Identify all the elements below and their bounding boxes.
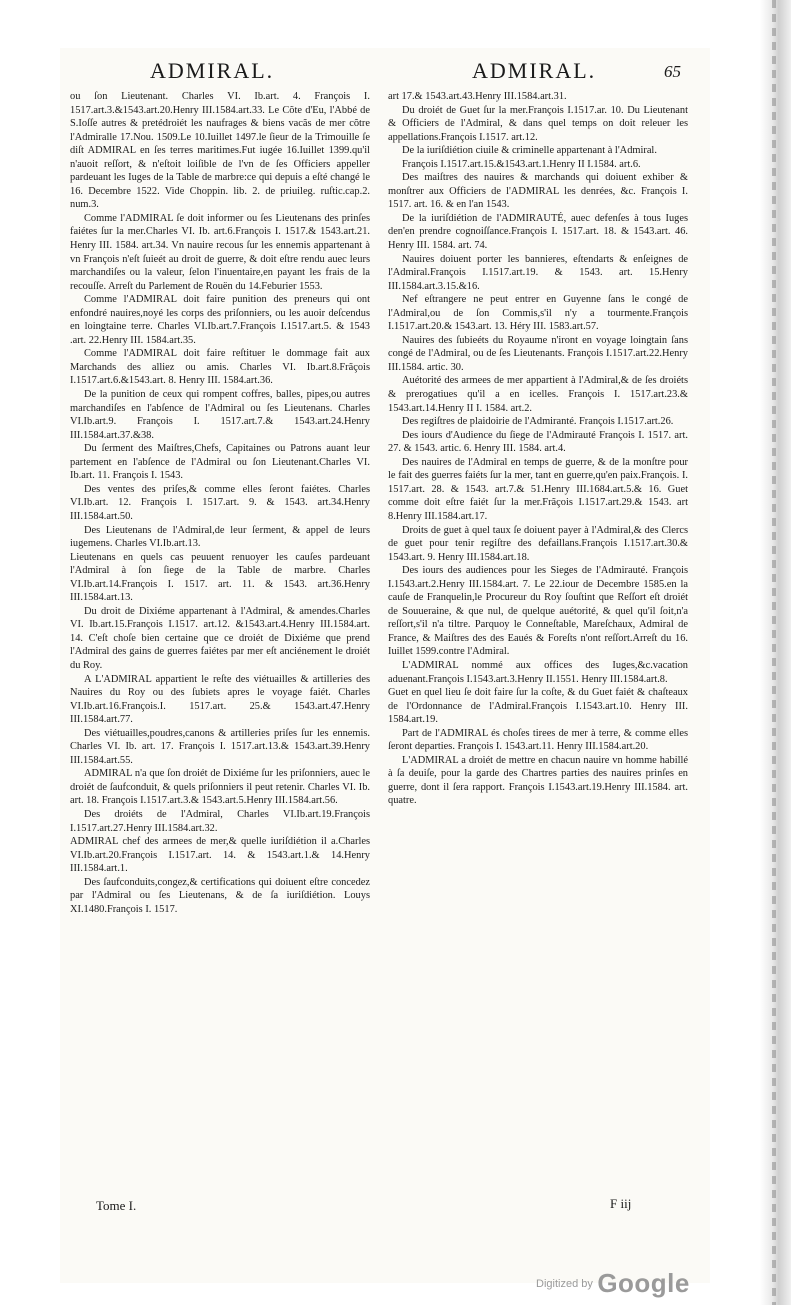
paragraph: Part de l'ADMIRAL és choſes tirees de mer à terre, & comme elles ſeront departies. François I. 1543.art.11. Henry III.1584.art.20. [388, 727, 688, 753]
paragraph: Des ſaufconduits,congez,& certifications qui doiuent eſtre concedez par l'Admiral ou ſes Lieutenans, & de ſa iuriſdiétion. Louys XI.1480.François I. 1517. [70, 876, 370, 915]
paragraph: Droits de guet à quel taux ſe doiuent payer à l'Admiral,& des Clercs de guet pour tenir regiſtre des defaillans.François I.1517.art.30.& 1543.art. 9. Henry III.1584.art.18. [388, 524, 688, 563]
paragraph: Des iours d'Audience du ſiege de l'Admirauté François I. 1517. art. 27. & 1543. artic. 6. Henry III. 1584. art.4. [388, 429, 688, 455]
paragraph: Nauires doiuent porter les bannieres, eſtendarts & enſeignes de l'Admiral.François I.1517.art.19. & 1543. art. 15.Henry III.1584.art.3.15.&16. [388, 253, 688, 292]
paragraph: Du droit de Dixiéme appartenant à l'Admiral, & amendes.Charles VI. Ib.art.15.François I.1517. art.12. &1543.art.4.Henry III.1584.art. 14. C'eſt choſe bien certaine que ce droiét de Dixiéme que prend l'Admiral des gains de guerres faiétes par mer eſt anciénement le droiét du Roy. [70, 605, 370, 671]
paragraph: ADMIRAL n'a que ſon droiét de Dixiéme ſur les priſonniers, auec le droiét de ſaufconduit, & quels priſonniers il peut retenir. Charles VI. Ib. art. 18. François I.1517.art.3.& 1543.art.5.Henry III.1584.art.56. [70, 768, 370, 807]
paragraph: Nef eſtrangere ne peut entrer en Guyenne ſans le congé de l'Admiral,ou de ſon Commis,s'il n'y a tourmente.François I.1517.art.20.& 1543.art. 13. Héry III. 1583.art.57. [388, 294, 688, 333]
paragraph: Du droiét de Guet ſur la mer.François I.1517.ar. 10. Du Lieutenant & Officiers de l'Admiral, & dans quel temps on doit releuer les appellations.François I.1517. art.12. [388, 104, 688, 143]
paragraph: Des iours des audiences pour les Sieges de l'Admirauté. François I.1543.art.2.Henry III.1584.art. 7. Le 22.iour de Decembre 1585.en la cauſe de Franquelin,le Procureur du Roy ſouſtint que Reſſort eſt droiét de Souueraine, & que nul, de quelque auétorité, & quel qu'il ſoit,n'a reſſort,s'il n'a tiltre. Parquoy le Conneſtable, Mareſchaux, Admiral de France, & Maiſtres des des Eaués & Foreſts n'ont reſſort.Arreſt du 16. Iuillet 1599.contre l'Admiral. [388, 565, 688, 658]
paragraph: Comme l'ADMIRAL doit faire reſtituer le dommage fait aux Marchands des alliez ou amis. Charles VI. Ib.art.8.Frãçois I.1517.art.6.&1543.art. 8. Henry III. 1584.art.36. [70, 348, 370, 387]
paragraph: Des ventes des priſes,& comme elles ſeront faiétes. Charles VI.Ib.art. 12. François I. 1517.art. 9. & 1543. art.34.Henry III.1584.art.50. [70, 483, 370, 522]
paragraph: Auétorité des armees de mer appartient à l'Admiral,& de ſes droiéts & prerogatiues qu'il a en icelles. François I. 1517.art.23.& 1543.art.14.Henry II I. 1584. art.2. [388, 375, 688, 414]
binding-shadow [772, 0, 776, 1305]
paragraph: Comme l'ADMIRAL doit faire punition des preneurs qui ont enfondré nauires,noyé les corps des priſonniers, ou les auoir deſcendus en loingtaine terre. Charles VI.Ib.art.7.François I.1517.art.5. & 1543 .art. 22.Henry III. 1584.art.35. [70, 294, 370, 346]
paragraph: De la punition de ceux qui rompent coffres, balles, pipes,ou autres marchandiſes en l'abſence de l'Admiral ou ſes Lieutenans. Charles VI.Ib.art.9. François I. 1517.art.7.& 1543.art.24.Henry III.1584.art.37.&38. [70, 389, 370, 441]
paragraph: L'ADMIRAL a droiét de mettre en chacun nauire vn homme habillé à ſa deuiſe, pour la garde des Chartres parties des nauires prinſes en guerre, dont il ſera rapport. François I.1543.art.19.Henry III.1584. art. quatre. [388, 754, 688, 807]
paragraph: Guet en quel lieu ſe doit faire ſur la coſte, & du Guet faiét & chaſteaux de l'Ordonnance de l'Admiral.François I.1543.art.10. Henry III. 1584.art.19. [388, 687, 688, 726]
paragraph: De la iuriſdiétion ciuile & criminelle appartenant à l'Admiral. [402, 145, 657, 157]
paragraph: Des viétuailles,poudres,canons & artilleries priſes ſur les ennemis. Charles VI. Ib. art. 17. François I. 1517.art.13.& 1543.art.39.Henry III.1584.art.55. [70, 727, 370, 766]
volume-label: Tome I. [96, 1198, 137, 1213]
paragraph: Des regiſtres de plaidoirie de l'Admiranté. François I.1517.art.26. [402, 416, 674, 428]
running-head-right: ADMIRAL. [472, 58, 597, 83]
paragraph: Des Lieutenans de l'Admiral,de leur ſerment, & appel de leurs iugemens. Charles VI.Ib.art.13. [70, 524, 370, 550]
running-head-left: ADMIRAL. [150, 58, 275, 83]
paragraph: Du ſerment des Maiſtres,Chefs, Capitaines ou Patrons auant leur partement en l'abſence de l'Admiral ou ſon Lieutenant.Charles VI. Ib.art. 11. François I. 1543. [70, 443, 370, 482]
paragraph: Des droiéts de l'Admiral, Charles VI.Ib.art.19.François I.1517.art.27.Henry III.1584.art.32. [70, 808, 370, 834]
paragraph: Des nauires de l'Admiral en temps de guerre, & de la monſtre pour le fait des guerres faiéts ſur la mer, tant en guerre,qu'en paix.François. I. 1517.art. 28. & 1543. art.7.& 51.Henry III.1684.art.5.& 16. Guet comme doit eſtre faiét ſur la mer.Frãçois I.1517.art.29.& 1543. art 8.Henry III.1584.art.17. [388, 456, 688, 522]
paragraph: Des maiſtres des nauires & marchands qui doiuent exhiber & monſtrer aux Officiers de l'ADMIRAL les denrées, &c. François I. 1517. art. 16. & en l'an 1543. [388, 172, 688, 211]
paragraph: Comme l'ADMIRAL ſe doit informer ou ſes Lieutenans des prinſes faiétes ſur la mer.Charles VI. Ib. art.6.François I. 1517.& 1543.art.21. Henry III. 1584. art.34. Vn nauire recous ſur les ennemis appartenant à vn François n'eſt ſuieét au droit de guerre, & doit eſtre rendu auec leurs marchandiſes ou la valeur, ſelon l'inuentaire,en payant les frais de la recouſſe. Arreſt du Parlement de Rouën du 14.Feburier 1553. [70, 212, 370, 292]
page-number: 65 [664, 62, 681, 81]
google-logo: Google [597, 1268, 690, 1298]
paragraph: Nauires des ſubieéts du Royaume n'iront en voyage loingtain ſans congé de l'Admiral, ou de ſes Lieutenants. François I.1517.art.22.Henry III.1584. artic. 30. [388, 334, 688, 373]
left-column [70, 90, 370, 916]
paragraph: François I.1517.art.15.&1543.art.1.Henry II I.1584. art.6. [402, 158, 641, 170]
paragraph: ADMIRAL chef des armees de mer,& quelle iuriſdiétion il a.Charles VI.Ib.art.20.François I.1517.art. 14. & 1543.art.1.& 14.Henry III.1584.art.1. [70, 836, 370, 875]
digitized-watermark [536, 1268, 690, 1299]
watermark-prefix: Digitized by [536, 1278, 593, 1290]
paragraph: Lieutenans en quels cas peuuent renuoyer les cauſes pardeuant l'Admiral à ſon ſiege de la Table de marbre. Charles VI.Ib.art.14.François I. 1517. art. 11. & 1543. art.36.Henry III.1584.art.13. [70, 551, 370, 604]
paragraph: ou ſon Lieutenant. Charles VI. Ib.art. 4. François I. 1517.art.3.&1543.art.20.Henry III.1584.art.33. Le Cõte d'Eu, l'Abbé de S.Ioſſe autres & pretédroiét les naufrages & biens vacãs de mer cõtre l'Admiralle 17.Nou. 1509.Le 10.Iuillet 1497.le ſieur de la Trimouille ſe diſt ADMIRAL en ſes terres maritimes.Fut iugée 16.Iuillet 1399.qu'il n'auoit reſſort, & n'eſtoit loiſible de l'vn de ſes Officiers appeller pardeuant les Iuges de la Table de marbre:ce qui depuis a eſté changé le 16. Decembre 1522. Vide Choppin. lib. 2. de priuileg. ruſtic.cap.2. num.3. [70, 91, 370, 211]
right-column [388, 90, 688, 808]
signature-mark: F iij [610, 1196, 632, 1211]
paragraph: art 17.& 1543.art.43.Henry III.1584.art.31. [388, 91, 567, 102]
paragraph: De la iuriſdiétion de l'ADMIRAUTÉ, auec defenſes à tous Iuges den'en prendre cognoiſſance.François I. 1517.art. 18. & 1543.art. 46. Henry III. 1584. art. 74. [388, 212, 688, 252]
paragraph: A L'ADMIRAL appartient le reſte des viétuailles & artilleries des Nauires du Roy ou des ſubiets apres le voyage faiét. Charles VI.Ib.art.16.François.I. 1517.art. 25.& 1543.art.47.Henry III.1584.art.77. [70, 673, 370, 726]
paragraph: L'ADMIRAL nommé aux offices des Iuges,&c.vacation aduenant.François I.1543.art.3.Henry II.1551. Henry III.1584.art.8. [388, 659, 688, 685]
